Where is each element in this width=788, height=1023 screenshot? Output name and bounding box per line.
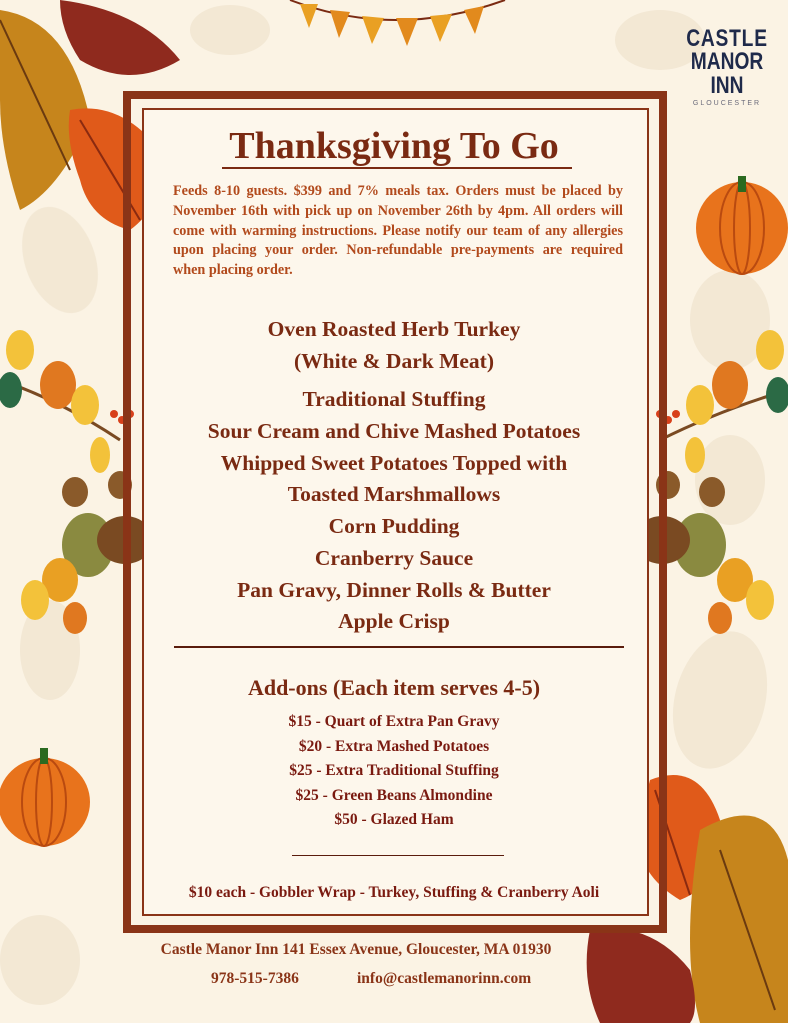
- menu-item: Sour Cream and Chive Mashed Potatoes: [207, 419, 581, 443]
- menu-item: Pan Gravy, Dinner Rolls & Butter: [237, 578, 551, 602]
- footer-phone[interactable]: 978-515-7386: [211, 970, 299, 987]
- addon-item: $15 - Quart of Extra Pan Gravy: [288, 713, 500, 730]
- addon-item: $20 - Extra Mashed Potatoes: [298, 738, 490, 755]
- menu-item: Traditional Stuffing: [302, 387, 486, 411]
- logo-location: GLOUCESTER: [692, 100, 762, 107]
- menu-item: Toasted Marshmallows: [287, 482, 501, 506]
- castle-manor-inn-logo: [672, 12, 782, 112]
- section-divider: [174, 646, 624, 648]
- footer-email[interactable]: info@castlemanorinn.com: [357, 970, 532, 987]
- bunting-icon: [290, 0, 505, 46]
- addon-item: $50 - Glazed Ham: [334, 811, 454, 828]
- page-title: Thanksgiving To Go: [229, 125, 559, 167]
- footer-address: Castle Manor Inn 141 Essex Avenue, Gloucester, MA 01930: [160, 941, 552, 958]
- short-divider: [292, 855, 504, 856]
- addon-item: $25 - Extra Traditional Stuffing: [289, 762, 499, 779]
- logo-line-1: CASTLE: [686, 25, 768, 52]
- logo-line-2: MANOR INN: [690, 48, 764, 99]
- intro-paragraph: Feeds 8-10 guests. $399 and 7% meals tax. Orders must be placed by November 16th with pick up on November 26th by 4pm. All orders will come with warming instructions. Please notify our team of any allergies upon placing your order. Non-refundable pre-payments are required when placing order.: [173, 183, 623, 279]
- pumpkin-icon: [696, 176, 788, 274]
- menu-item: Corn Pudding: [328, 514, 460, 538]
- addons-heading: Add-ons (Each item serves 4-5): [247, 675, 541, 700]
- title-underline: [222, 167, 572, 169]
- menu-item: Cranberry Sauce: [314, 546, 474, 570]
- addon-item: $25 - Green Beans Almondine: [295, 787, 493, 804]
- menu-item: (White & Dark Meat): [293, 349, 494, 373]
- menu-item: Oven Roasted Herb Turkey: [267, 317, 521, 341]
- menu-item: Apple Crisp: [338, 609, 450, 633]
- gobbler-wrap-offer: $10 each - Gobbler Wrap - Turkey, Stuffing & Cranberry Aoli: [188, 884, 600, 901]
- menu-item: Whipped Sweet Potatoes Topped with: [220, 451, 568, 475]
